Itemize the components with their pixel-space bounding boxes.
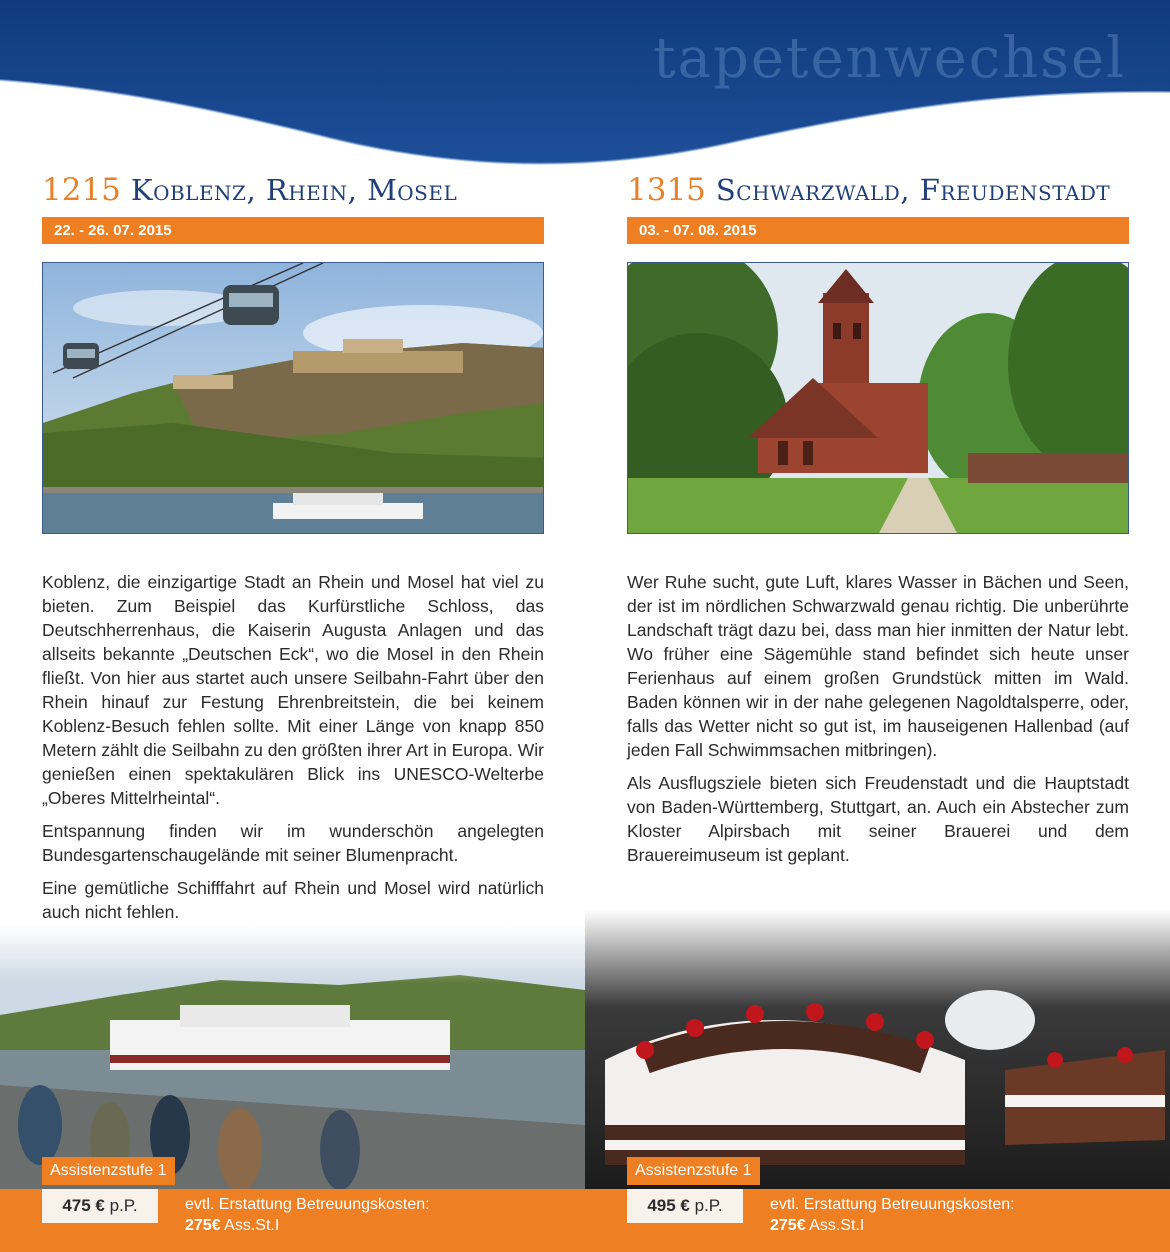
price-unit: p.P. bbox=[109, 1196, 138, 1215]
price-value: 495 € bbox=[647, 1196, 690, 1215]
trip-name: Koblenz, Rhein, Mosel bbox=[130, 173, 458, 207]
koblenz-cable-car-photo bbox=[42, 262, 544, 534]
trip-number: 1215 bbox=[42, 172, 121, 208]
price-value: 475 € bbox=[62, 1196, 105, 1215]
trip-name: Schwarzwald, Freudenstadt bbox=[715, 173, 1111, 207]
black-forest-cake-photo bbox=[585, 910, 1170, 1189]
assistance-level-tag: Assistenzstufe 1 bbox=[627, 1157, 760, 1185]
trip-title bbox=[627, 172, 1167, 208]
refund-info bbox=[185, 1194, 430, 1236]
trip-date: 03. - 07. 08. 2015 bbox=[627, 217, 1129, 244]
brand-wordmark: tapetenwechsel bbox=[653, 26, 1126, 91]
refund-unit: Ass.St.I bbox=[224, 1217, 280, 1234]
trip-paragraph: Als Ausflugsziele bieten sich Freudenstadt und die Hauptstadt von Baden-Württemberg, Stuttgart, an. Auch ein Abstecher zum Kloster Alpirsbach mit seiner Brauerei und dem Brauereimuseum ist geplant. bbox=[627, 773, 1129, 865]
refund-label: evtl. Erstattung Betreuungskosten: bbox=[770, 1196, 1015, 1213]
assistance-level-tag: Assistenzstufe 1 bbox=[42, 1157, 175, 1185]
rhine-boat-photo bbox=[0, 925, 585, 1189]
refund-label: evtl. Erstattung Betreuungskosten: bbox=[185, 1196, 430, 1213]
refund-amount: 275€ bbox=[770, 1217, 806, 1234]
price-box bbox=[42, 1189, 158, 1223]
trip-paragraph: Entspannung finden wir im wunderschön angelegten Bundesgartenschaugelände mit seiner Blumenpracht. bbox=[42, 821, 544, 865]
trip-date: 22. - 26. 07. 2015 bbox=[42, 217, 544, 244]
monastery-photo bbox=[627, 262, 1129, 534]
trip-paragraph: Eine gemütliche Schifffahrt auf Rhein und Mosel wird natürlich auch nicht fehlen. bbox=[42, 878, 544, 922]
trip-description bbox=[627, 570, 1129, 876]
price-unit: p.P. bbox=[694, 1196, 723, 1215]
trip-number: 1315 bbox=[627, 172, 706, 208]
price-box bbox=[627, 1189, 743, 1223]
trip-title bbox=[42, 172, 582, 208]
trip-description bbox=[42, 570, 544, 966]
refund-unit: Ass.St.I bbox=[809, 1217, 865, 1234]
refund-info bbox=[770, 1194, 1015, 1236]
trip-paragraph: Koblenz, die einzigartige Stadt an Rhein und Mosel hat viel zu bieten. Zum Beispiel das Kurfürstliche Schloss, das Deutschherrenhaus, die Kaiserin Augusta Anlagen und das allseits bekannte „Deutschen Eck“, wo die Mosel in den Rhein fließt. Von hier aus startet auch unsere Seilbahn-Fahrt über den Rhein hinauf zur Festung Ehrenbreitstein, die bei keinem Koblenz-Besuch fehlen sollte. Mit einer Länge von knapp 850 Metern zählt die Seilbahn zu den größten ihrer Art in Europa. Wir genießen einen spektakulären Blick ins UNESCO-Welterbe „Oberes Mittelrheintal“. bbox=[42, 572, 544, 808]
trip-paragraph: Wer Ruhe sucht, gute Luft, klares Wasser in Bächen und Seen, der ist im nördlichen Schwarzwald genau richtig. Die unberührte Landschaft trägt dazu bei, dass man hier inmitten der Natur lebt. Wo früher eine Sägemühle stand befindet sich heute unser Ferienhaus auf einem großen Grundstück mitten im Wald. Baden können wir in der nahe gelegenen Nagoldtalsperre, oder, falls das Wetter nicht so gut ist, im hauseigenen Hallenbad (auf jeden Fall Schwimmsachen mitbringen). bbox=[627, 572, 1129, 760]
refund-amount: 275€ bbox=[185, 1217, 221, 1234]
